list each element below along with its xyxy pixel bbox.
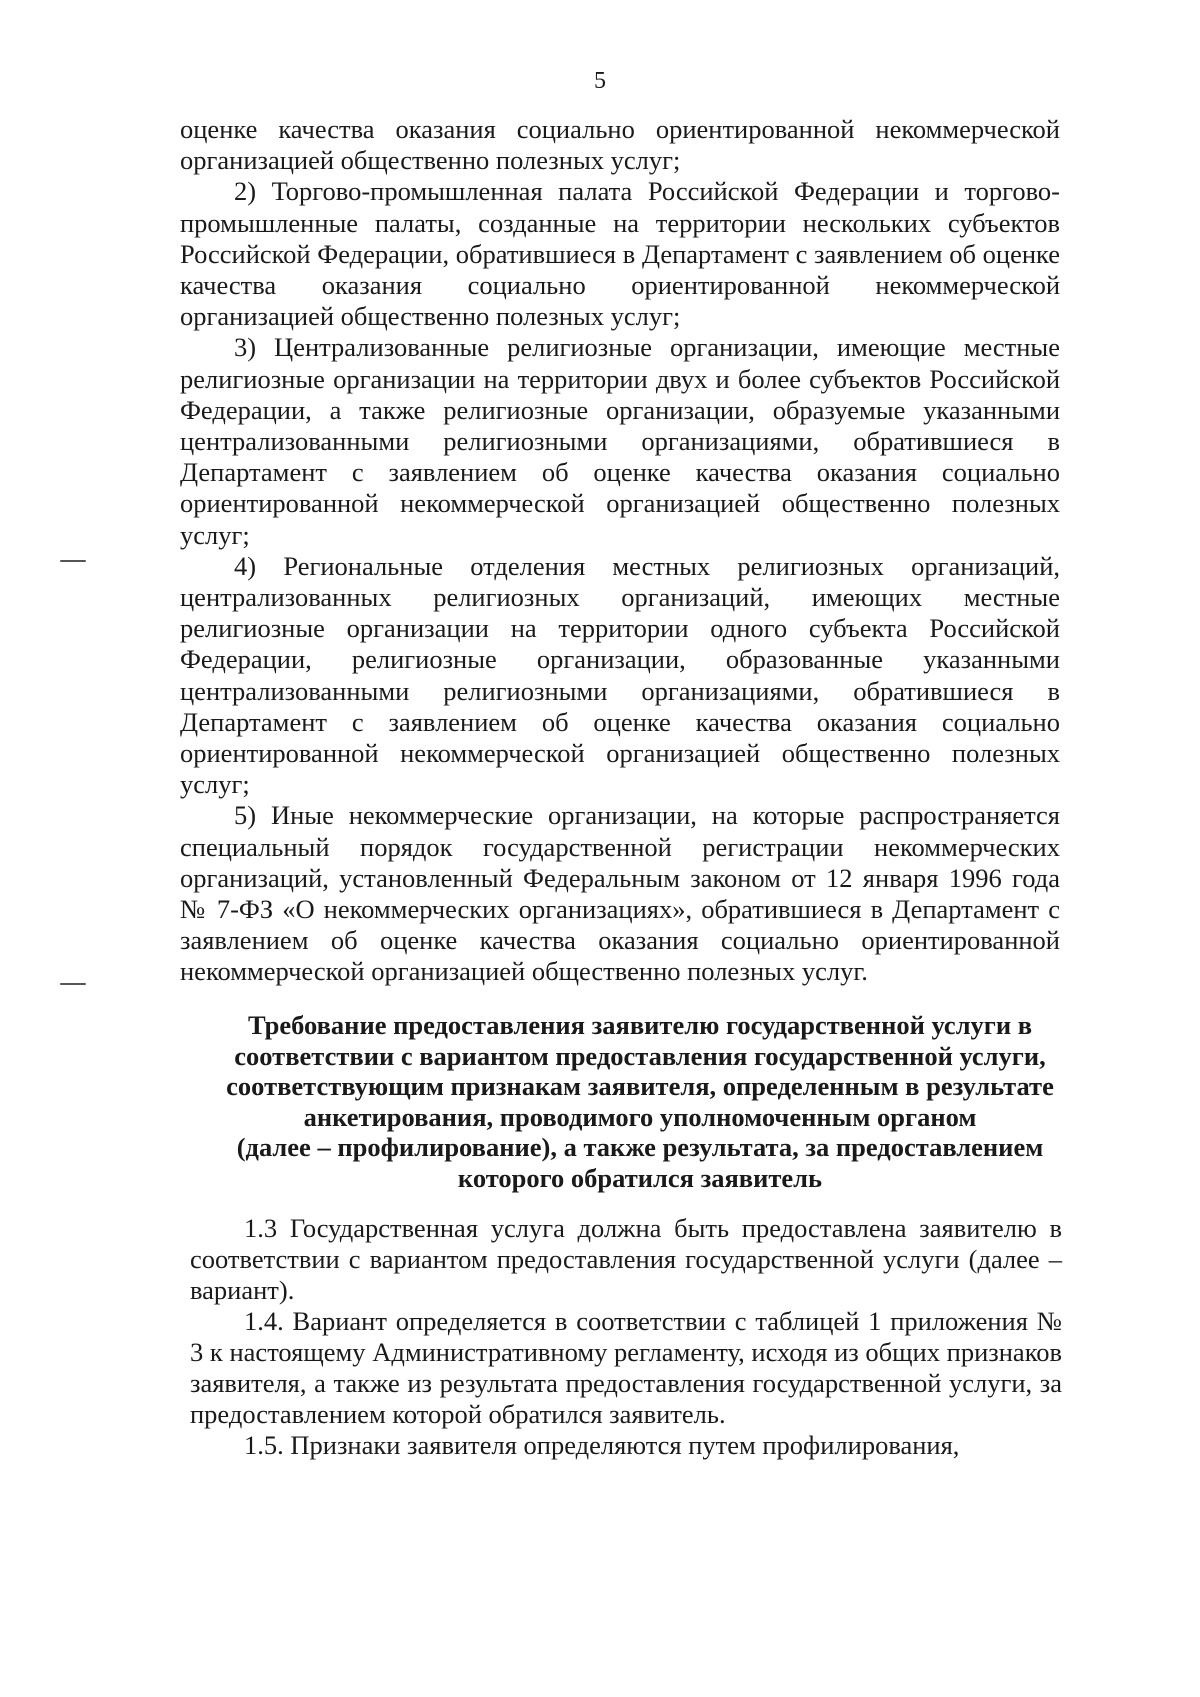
clause-1-3: 1.3 Государственная услуга должна быть предоставлена заявителю в соответствии с вариантом предоставления государственной услуги (далее – вариант). [190, 1213, 1062, 1305]
list-item-4: 4) Региональные отделения местных религиозных организаций, централизованных религиозных организаций, имеющих местные религиозные организации на территории одного субъекта Российской Федерации, религиозные организации, образованные указанными централизованными религиозными организациями, обратившиеся в Департамент с заявлением об оценке качества оказания социально ориентированной некоммерческой организацией общественно полезных услуг; [180, 550, 1060, 800]
body-text-upper [180, 114, 1060, 988]
list-item-2: 2) Торгово-промышленная палата Российской Федерации и торгово-промышленные палаты, созданные на территории нескольких субъектов Российской Федерации, обратившиеся в Департамент с заявлением об оценке качества оказания социально ориентированной некоммерческой организацией общественно полезных услуг; [180, 176, 1060, 332]
paragraph: оценке качества оказания социально ориентированной некоммерческой организацией общественно полезных услуг; [180, 114, 1060, 176]
heading-line: (далее – профилирование), а также результата, за предоставлением [236, 1132, 1044, 1163]
margin-mark [60, 983, 86, 985]
clause-1-4: 1.4. Вариант определяется в соответствии с таблицей 1 приложения № 3 к настоящему Административному регламенту, исходя из общих признаков заявителя, а также из результата предоставления государственной услуги, за предоставлением которой обратился заявитель. [190, 1306, 1062, 1429]
clause-1-5: 1.5. Признаки заявителя определяются путем профилирования, [244, 1430, 960, 1460]
section-heading [200, 1010, 1080, 1194]
heading-line: соответствии с вариантом предоставления государственной услуги, [234, 1040, 1046, 1071]
list-item-5: 5) Иные некоммерческие организации, на которые распространяется специальный порядок государственной регистрации некоммерческих организаций, установленный Федеральным законом от 12 января 1996 года № 7-ФЗ «О некоммерческих организациях», обратившиеся в Департамент с заявлением об оценке качества оказания социально ориентированной некоммерческой организацией общественно полезных услуг. [180, 800, 1060, 987]
body-text-lower [190, 1213, 1062, 1461]
list-item-3: 3) Централизованные религиозные организации, имеющие местные религиозные организации на территории двух и более субъектов Российской Федерации, а также религиозные организации, образуемые указанными централизованными религиозными организациями, обратившиеся в Департамент с заявлением об оценке качества оказания социально ориентированной некоммерческой организацией общественно полезных услуг; [180, 332, 1060, 550]
heading-line: анкетирования, проводимого уполномоченным органом [303, 1101, 977, 1132]
page-number: 5 [594, 68, 606, 94]
heading-line: Требование предоставления заявителю государственной услуги в [247, 1010, 1033, 1040]
margin-mark [60, 560, 86, 562]
heading-line: которого обратился заявитель [457, 1162, 823, 1193]
heading-line: соответствующим признакам заявителя, определенным в результате [226, 1071, 1054, 1102]
